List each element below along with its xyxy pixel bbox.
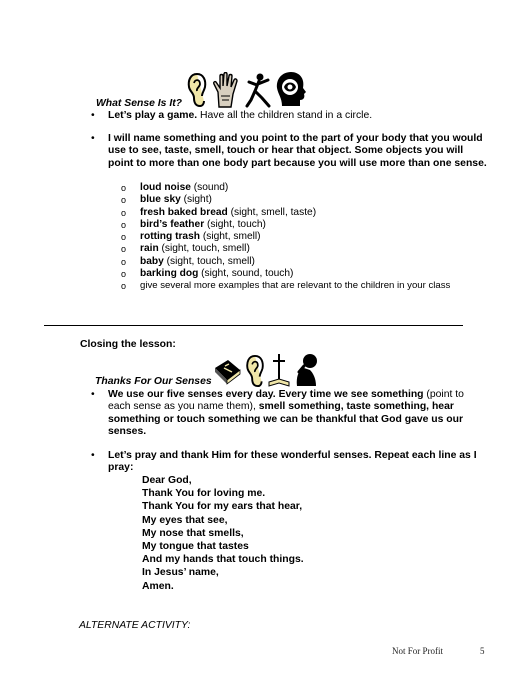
bullet-pray (91, 450, 489, 475)
prayer-line: Amen. (142, 580, 174, 592)
dancer-icon (242, 72, 272, 108)
bible-icon (212, 354, 242, 388)
senses-icons-row (186, 68, 308, 108)
prayer-line: My tongue that tastes (142, 541, 249, 553)
prayer-line: And my hands that touch things. (142, 554, 304, 566)
bullet-bold-text: smell something, taste something, hear something or touch something we can be thankful that God gave us our senses. (108, 401, 464, 438)
bullet-bold-text: Let’s play a game. (108, 110, 198, 121)
hand-icon (210, 72, 240, 108)
bullet-text: (point to each sense as you name them), (108, 389, 464, 413)
list-item: o give several more examples that are relevant to the children in your class (121, 280, 451, 292)
prayer-line: Thank You for my ears that hear, (142, 501, 303, 513)
cross-book-icon (268, 352, 290, 388)
page-number: 5 (480, 646, 485, 656)
list-item: o rain (sight, touch, smell) (121, 243, 250, 255)
head-icon (274, 70, 308, 108)
ear-icon (244, 354, 266, 388)
bullet-bold-text: We use our five senses every day. Every time we see something (108, 389, 424, 400)
bullet-text: Have all the children stand in a circle. (197, 110, 373, 121)
list-item: o baby (sight, touch, smell) (121, 255, 255, 267)
prayer-line: My eyes that see, (142, 514, 228, 526)
bullet-play-game (91, 110, 491, 122)
list-item: o loud noise (sound) (121, 182, 229, 193)
bullet-dot: • (91, 133, 95, 144)
list-item: o bird’s feather (sight, touch) (121, 218, 266, 230)
prayer-line: Thank You for loving me. (142, 488, 266, 500)
bullet-dot: • (91, 450, 95, 461)
prayer-line: My nose that smells, (142, 527, 244, 539)
bullet-bold-text: Let’s pray and thank Him for these wonderful senses. Repeat each line as I pray: (108, 450, 477, 474)
section-heading-thanks: Thanks For Our Senses (95, 376, 212, 387)
thanks-icons-row (212, 350, 320, 388)
bullet-dot: • (91, 389, 95, 400)
praying-child-icon (292, 352, 320, 388)
section-heading-what-sense: What Sense Is It? (96, 98, 183, 109)
prayer-text (142, 474, 304, 593)
bullet-five-senses (91, 389, 489, 439)
footer-note: Not For Profit (392, 646, 444, 656)
section-divider (44, 325, 463, 326)
list-item: o blue sky (sight) (121, 194, 212, 206)
examples-list (121, 182, 501, 293)
bullet-bold-text: I will name something and you point to the part of your body that you would use to see, taste, smell, touch or hear that object. Some objects you will point to more than one body part because you will use more than one sense. (108, 133, 487, 169)
prayer-line: In Jesus’ name, (142, 567, 219, 579)
ear-icon (186, 72, 208, 108)
prayer-line: Dear God, (142, 475, 192, 486)
alternate-activity-heading: ALTERNATE ACTIVITY: (79, 620, 191, 631)
closing-label: Closing the lesson: (80, 339, 176, 350)
list-item: o rotting trash (sight, smell) (121, 231, 261, 243)
list-item: o barking dog (sight, sound, touch) (121, 268, 294, 280)
bullet-instructions (91, 133, 489, 170)
list-item: o fresh baked bread (sight, smell, taste) (121, 206, 317, 218)
bullet-dot: • (91, 110, 95, 121)
